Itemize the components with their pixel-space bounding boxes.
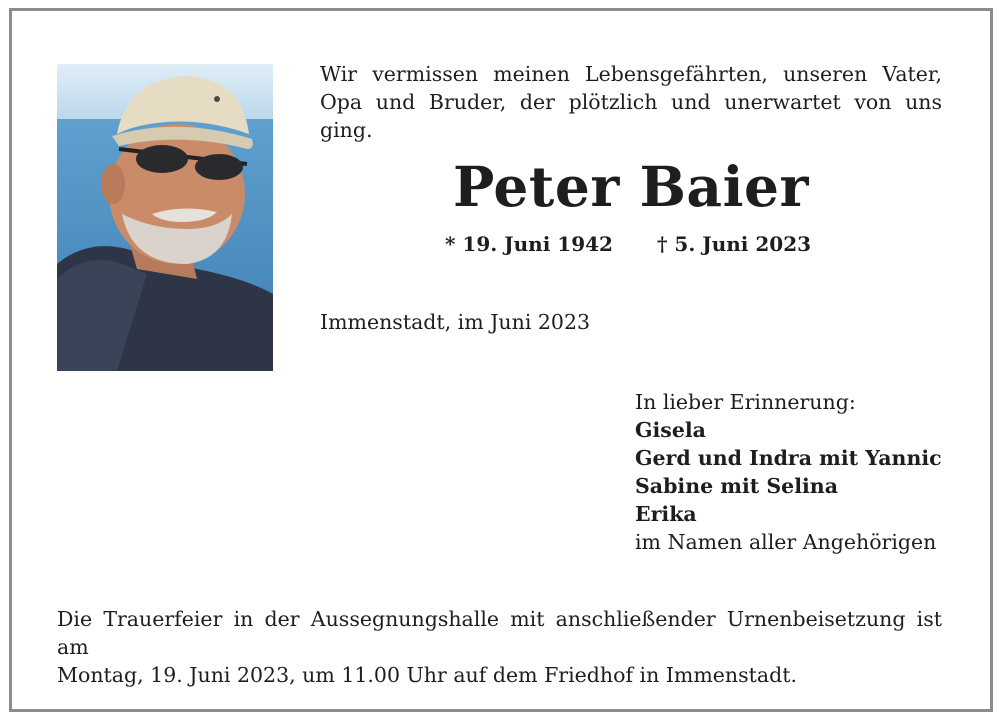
mourner-name: Erika (635, 502, 697, 526)
funeral-line-2: Montag, 19. Juni 2023, um 11.00 Uhr auf dem Friedhof in Immenstadt. (57, 663, 797, 687)
signoff-heading: In lieber Erinnerung: (635, 390, 856, 414)
intro-text (320, 60, 942, 144)
mourner-name: Gisela (635, 418, 706, 442)
mourner-name: Sabine mit Selina (635, 474, 838, 498)
funeral-line-1: Die Trauerfeier in der Aussegnungshalle mit anschließender Urnenbeisetzung ist am (57, 607, 942, 659)
portrait-illustration (57, 64, 273, 371)
birth-date: * 19. Juni 1942 (445, 232, 613, 256)
funeral-announcement (57, 605, 942, 689)
deceased-name: Peter Baier (453, 154, 809, 219)
life-dates (445, 229, 865, 259)
sunglasses (136, 145, 188, 173)
place-and-date: Immenstadt, im Juni 2023 (320, 310, 591, 334)
intro-line-1: Wir vermissen meinen Lebensgefährten, unseren Vater, (320, 62, 942, 86)
signoff-block (635, 388, 965, 556)
death-date: † 5. Juni 2023 (657, 232, 812, 256)
mourner-name: Gerd und Indra mit Yannic (635, 446, 942, 470)
intro-line-2: Opa und Bruder, der plötzlich und unerwartet von uns ging. (320, 90, 942, 142)
portrait-photo (57, 64, 273, 371)
signoff-closing: im Namen aller Angehörigen (635, 530, 937, 554)
